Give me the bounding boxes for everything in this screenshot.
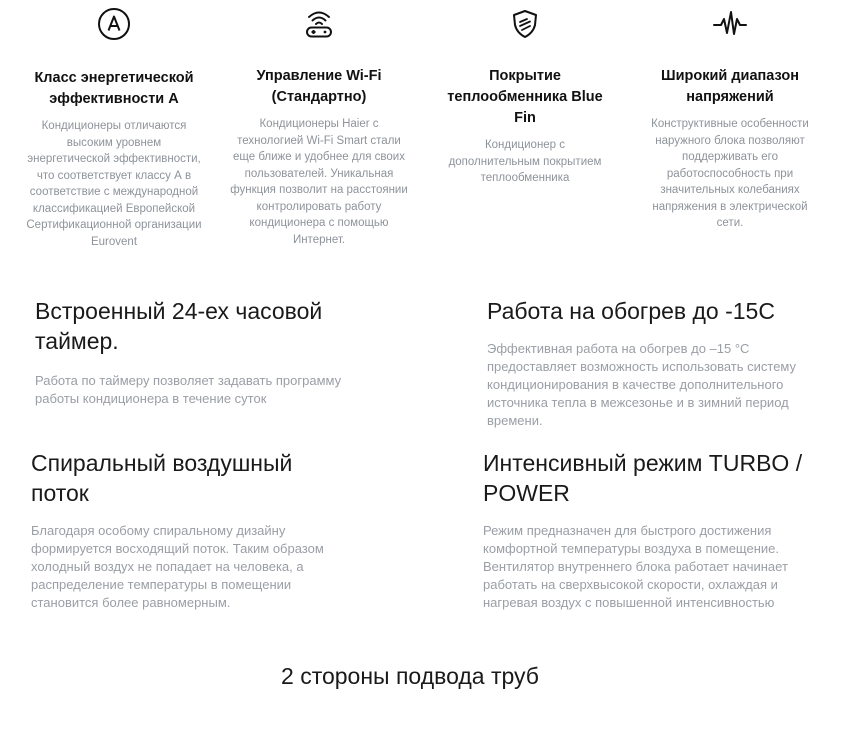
feature-description: Кондиционер с дополнительным покрытием теплообменника (448, 139, 602, 184)
feature-blue-fin (440, 0, 610, 187)
wifi-router-icon (230, 6, 408, 42)
block-title: Спиральный воздушный поток (31, 450, 293, 506)
feature-voltage (640, 0, 820, 232)
block-title: Работа на обогрев до -15С (487, 298, 775, 324)
block-text: Работа по таймеру позволяет задавать программу работы кондиционера в течение суток (35, 373, 342, 406)
timer-block (35, 296, 375, 408)
shield-icon (440, 6, 610, 42)
feature-description: Кондиционеры Haier с технологией Wi-Fi Smart стали еще ближе и удобнее для своих пользователей. Уникальная функция позволит на расстоянии контролировать работу кондиционера с помощью Интернет. (230, 118, 408, 246)
feature-title: Управление Wi-Fi (Стандартно) (256, 68, 382, 105)
spiral-flow-block (31, 448, 351, 612)
feature-title: Покрытие теплообменника Blue Fin (447, 68, 603, 126)
features-row (0, 0, 859, 290)
feature-description: Кондиционеры отличаются высоким уровнем энергетической эффективности, что соответствует классу А в соответствие с международной классификацией Европейской Сертификационной организации Eurovent (26, 120, 202, 248)
block-text: Благодаря особому спиральному дизайну формируется восходящий поток. Таким образом холодный воздух не попадает на человека, а распределение температуры в помещении становится более равномерным. (31, 523, 324, 610)
block-text: Режим предназначен для быстрого достижения комфортной температуры воздуха в помещение. Вентилятор внутреннего блока работает начинает работать на сверхвысокой скорости, охлаждая и нагревая воздух с повышенной интенсивностью (483, 523, 788, 610)
block-title: Встроенный 24-ех часовой таймер. (35, 298, 323, 354)
feature-energy-class (24, 0, 204, 250)
pipe-sides-heading: 2 стороны подвода труб (281, 663, 539, 689)
feature-title: Широкий диапазон напряжений (661, 68, 799, 105)
block-text: Эффективная работа на обогрев до –15 °С предоставляет возможность использовать систему кондиционирования в качестве дополнительного источника тепла в межсезонье и в зимний период времени. (487, 341, 797, 428)
block-title: Интенсивный режим TURBO / POWER (483, 450, 803, 506)
turbo-block (483, 448, 823, 612)
voltage-wave-icon (640, 6, 820, 42)
feature-description: Конструктивные особенности наружного блока позволяют поддерживать его работоспособность при значительных колебаниях напряжения в электрической сети. (651, 118, 809, 229)
feature-title: Класс энергетической эффективности А (34, 70, 194, 107)
heating-block (487, 296, 827, 430)
feature-wifi (230, 0, 408, 248)
energy-class-a-icon (24, 6, 204, 42)
